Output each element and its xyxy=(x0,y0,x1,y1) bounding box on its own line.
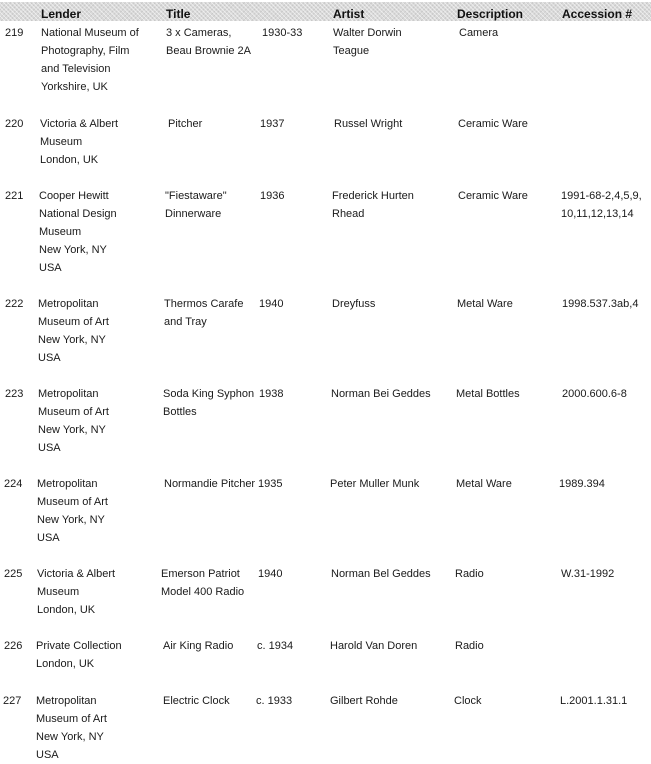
artist-cell: Harold Van Doren xyxy=(330,640,418,652)
header-description: Description xyxy=(457,7,524,21)
accession-cell: W.31-1992 xyxy=(561,568,615,580)
date-cell: 1937 xyxy=(260,118,285,130)
header-lender: Lender xyxy=(41,7,82,21)
lender-cell: Private Collection London, UK xyxy=(36,640,122,670)
row-number: 222 xyxy=(5,298,24,310)
title-cell: Normandie Pitcher xyxy=(164,478,256,490)
lender-cell: Metropolitan Museum of Art New York, NY USA xyxy=(36,695,107,761)
date-cell: 1938 xyxy=(259,388,284,400)
accession-cell: L.2001.1.31.1 xyxy=(560,695,628,707)
artist-cell: Gilbert Rohde xyxy=(330,695,398,707)
row-number: 219 xyxy=(5,27,24,39)
description-cell: Ceramic Ware xyxy=(458,118,528,130)
table-header xyxy=(0,2,651,21)
date-cell: c. 1933 xyxy=(256,695,293,707)
row-number: 227 xyxy=(3,695,22,707)
date-cell: 1935 xyxy=(258,478,283,490)
header-artist: Artist xyxy=(333,7,365,21)
artist-cell: Norman Bei Geddes xyxy=(331,388,431,400)
date-cell: 1936 xyxy=(260,190,285,202)
row-number: 226 xyxy=(4,640,23,652)
date-cell: 1940 xyxy=(258,568,283,580)
artist-cell: Peter Muller Munk xyxy=(330,478,420,490)
header-title: Title xyxy=(166,7,191,21)
description-cell: Ceramic Ware xyxy=(458,190,528,202)
row-number: 221 xyxy=(5,190,24,202)
title-cell: 3 x Cameras, Beau Brownie 2A xyxy=(166,27,251,57)
lender-cell: National Museum of Photography, Film and Television Yorkshire, UK xyxy=(41,27,139,93)
accession-cell: 1998.537.3ab,4 xyxy=(562,298,639,310)
accession-cell: 1991-68-2,4,5,9, 10,11,12,13,14 xyxy=(561,190,642,220)
row-number: 224 xyxy=(4,478,23,490)
title-cell: Pitcher xyxy=(168,118,203,130)
accession-cell: 1989.394 xyxy=(559,478,605,490)
description-cell: Metal Ware xyxy=(456,478,512,490)
row-number: 225 xyxy=(4,568,23,580)
description-cell: Radio xyxy=(455,640,484,652)
lender-cell: Cooper Hewitt National Design Museum New York, NY USA xyxy=(39,190,117,274)
description-cell: Clock xyxy=(454,695,482,707)
title-cell: Thermos Carafe and Tray xyxy=(164,298,244,328)
artist-cell: Frederick Hurten Rhead xyxy=(332,190,414,220)
artist-cell: Walter Dorwin Teague xyxy=(333,27,402,57)
lender-cell: Metropolitan Museum of Art New York, NY USA xyxy=(37,478,108,544)
lender-cell: Metropolitan Museum of Art New York, NY USA xyxy=(38,388,109,454)
lender-cell: Metropolitan Museum of Art New York, NY USA xyxy=(38,298,109,364)
lender-cell: Victoria & Albert Museum London, UK xyxy=(40,118,119,166)
accession-cell: 2000.600.6-8 xyxy=(562,388,627,400)
row-number: 223 xyxy=(5,388,24,400)
lender-cell: Victoria & Albert Museum London, UK xyxy=(37,568,116,616)
row-number: 220 xyxy=(5,118,24,130)
artist-cell: Norman Bel Geddes xyxy=(331,568,431,580)
title-cell: "Fiestaware" Dinnerware xyxy=(165,190,227,220)
date-cell: 1940 xyxy=(259,298,284,310)
header-accession: Accession # xyxy=(562,7,633,21)
artist-cell: Dreyfuss xyxy=(332,298,376,310)
date-cell: c. 1934 xyxy=(257,640,294,652)
title-cell: Soda King Syphon Bottles xyxy=(163,388,255,418)
title-cell: Electric Clock xyxy=(163,695,230,707)
description-cell: Radio xyxy=(455,568,484,580)
description-cell: Metal Bottles xyxy=(456,388,520,400)
description-cell: Metal Ware xyxy=(457,298,513,310)
date-cell: 1930-33 xyxy=(262,27,303,39)
artist-cell: Russel Wright xyxy=(334,118,403,130)
description-cell: Camera xyxy=(459,27,499,39)
title-cell: Air King Radio xyxy=(163,640,234,652)
title-cell: Emerson Patriot Model 400 Radio xyxy=(161,568,245,598)
